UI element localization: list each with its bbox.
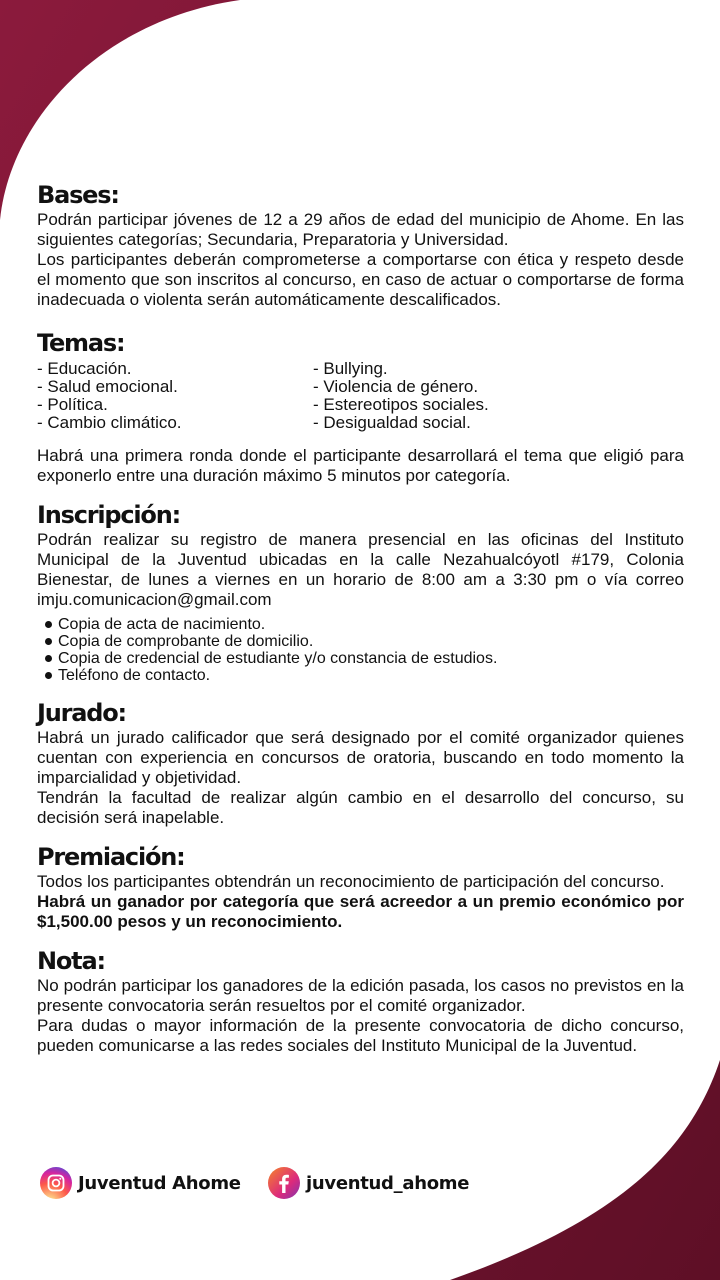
bullet-icon xyxy=(45,672,52,679)
jurado-title: Jurado: xyxy=(37,699,126,727)
topic-item: - Violencia de género. xyxy=(313,377,479,396)
requirement-text: Copia de comprobante de domicilio. xyxy=(58,633,314,650)
bullet-icon xyxy=(45,638,52,645)
jurado-section xyxy=(37,698,684,828)
instagram-icon xyxy=(40,1167,72,1199)
topic-item: - Salud emocional. xyxy=(37,377,178,396)
topic-item: - Desigualdad social. xyxy=(313,413,471,432)
topic-item: - Cambio climático. xyxy=(37,413,182,432)
topics-left-column xyxy=(37,360,313,432)
inscripcion-paragraph: Podrán realizar su registro de manera presencial en las oficinas del Instituto Municipal de la Juventud ubicadas en la calle Nezahualcóyotl #179, Colonia Bienestar, de lunes a viernes en un horario de 8:00 am a 3:30 pm o vía correo imju.comunicacion@gmail.com xyxy=(37,530,684,609)
premiacion-section xyxy=(37,842,684,932)
nota-paragraph-2: Para dudas o mayor información de la presente convocatoria de dicho concurso, pueden comunicarse a las redes sociales del Instituto Municipal de la Juventud. xyxy=(37,1016,684,1055)
bullet-icon xyxy=(45,621,52,628)
inscripcion-title: Inscripción: xyxy=(37,501,180,529)
bases-title: Bases: xyxy=(37,181,119,209)
list-item xyxy=(45,667,684,684)
facebook-icon xyxy=(268,1167,300,1199)
nota-paragraph-1: No podrán participar los ganadores de la edición pasada, los casos no previstos en la presente convocatoria serán resueltos por el comité organizador. xyxy=(37,976,684,1015)
list-item xyxy=(45,650,684,667)
instagram-handle: Juventud Ahome xyxy=(78,1172,241,1194)
jurado-paragraph-1: Habrá un jurado calificador que será designado por el comité organizador quienes cuentan con experiencia en concursos de oratoria, buscando en todo momento la imparcialidad y objetividad. xyxy=(37,728,684,787)
topic-item: - Estereotipos sociales. xyxy=(313,395,489,414)
bases-paragraph-1: Podrán participar jóvenes de 12 a 29 años de edad del municipio de Ahome. En las siguientes categorías; Secundaria, Preparatoria y Universidad. xyxy=(37,210,684,249)
premiacion-prize: Habrá un ganador por categoría que será acreedor a un premio económico por $1,500.00 pesos y un reconocimiento. xyxy=(37,892,684,931)
facebook-handle: juventud_ahome xyxy=(306,1172,470,1194)
temas-note: Habrá una primera ronda donde el participante desarrollará el tema que eligió para exponerlo entre una duración máximo 5 minutos por categoría. xyxy=(37,446,684,485)
requirement-text: Copia de credencial de estudiante y/o constancia de estudios. xyxy=(58,650,498,667)
topic-item: - Educación. xyxy=(37,359,132,378)
nota-section xyxy=(37,946,684,1056)
premiacion-paragraph-1: Todos los participantes obtendrán un reconocimiento de participación del concurso. xyxy=(37,872,665,891)
jurado-paragraph-2: Tendrán la facultad de realizar algún cambio en el desarrollo del concurso, su decisión será inapelable. xyxy=(37,788,684,827)
nota-title: Nota: xyxy=(37,947,105,975)
document-body xyxy=(37,180,684,1056)
list-item xyxy=(45,616,684,633)
bases-paragraph-2: Los participantes deberán comprometerse a comportarse con ética y respeto desde el momento que son inscritos al concurso, en caso de actuar o comportarse de forma inadecuada o violenta serán automáticamente descalificados. xyxy=(37,250,684,309)
topic-item: - Bullying. xyxy=(313,359,388,378)
instagram-link[interactable] xyxy=(40,1167,241,1199)
requirements-list xyxy=(37,616,684,684)
bullet-icon xyxy=(45,655,52,662)
requirement-text: Copia de acta de nacimiento. xyxy=(58,616,266,633)
temas-title: Temas: xyxy=(37,329,125,357)
inscripcion-section xyxy=(37,500,684,684)
facebook-link[interactable] xyxy=(268,1167,469,1199)
requirement-text: Teléfono de contacto. xyxy=(58,667,211,684)
topic-item: - Política. xyxy=(37,395,108,414)
topics-list xyxy=(37,360,684,432)
bases-section xyxy=(37,180,684,310)
temas-section xyxy=(37,328,684,486)
premiacion-title: Premiación: xyxy=(37,843,185,871)
topics-right-column xyxy=(313,360,589,432)
list-item xyxy=(45,633,684,650)
